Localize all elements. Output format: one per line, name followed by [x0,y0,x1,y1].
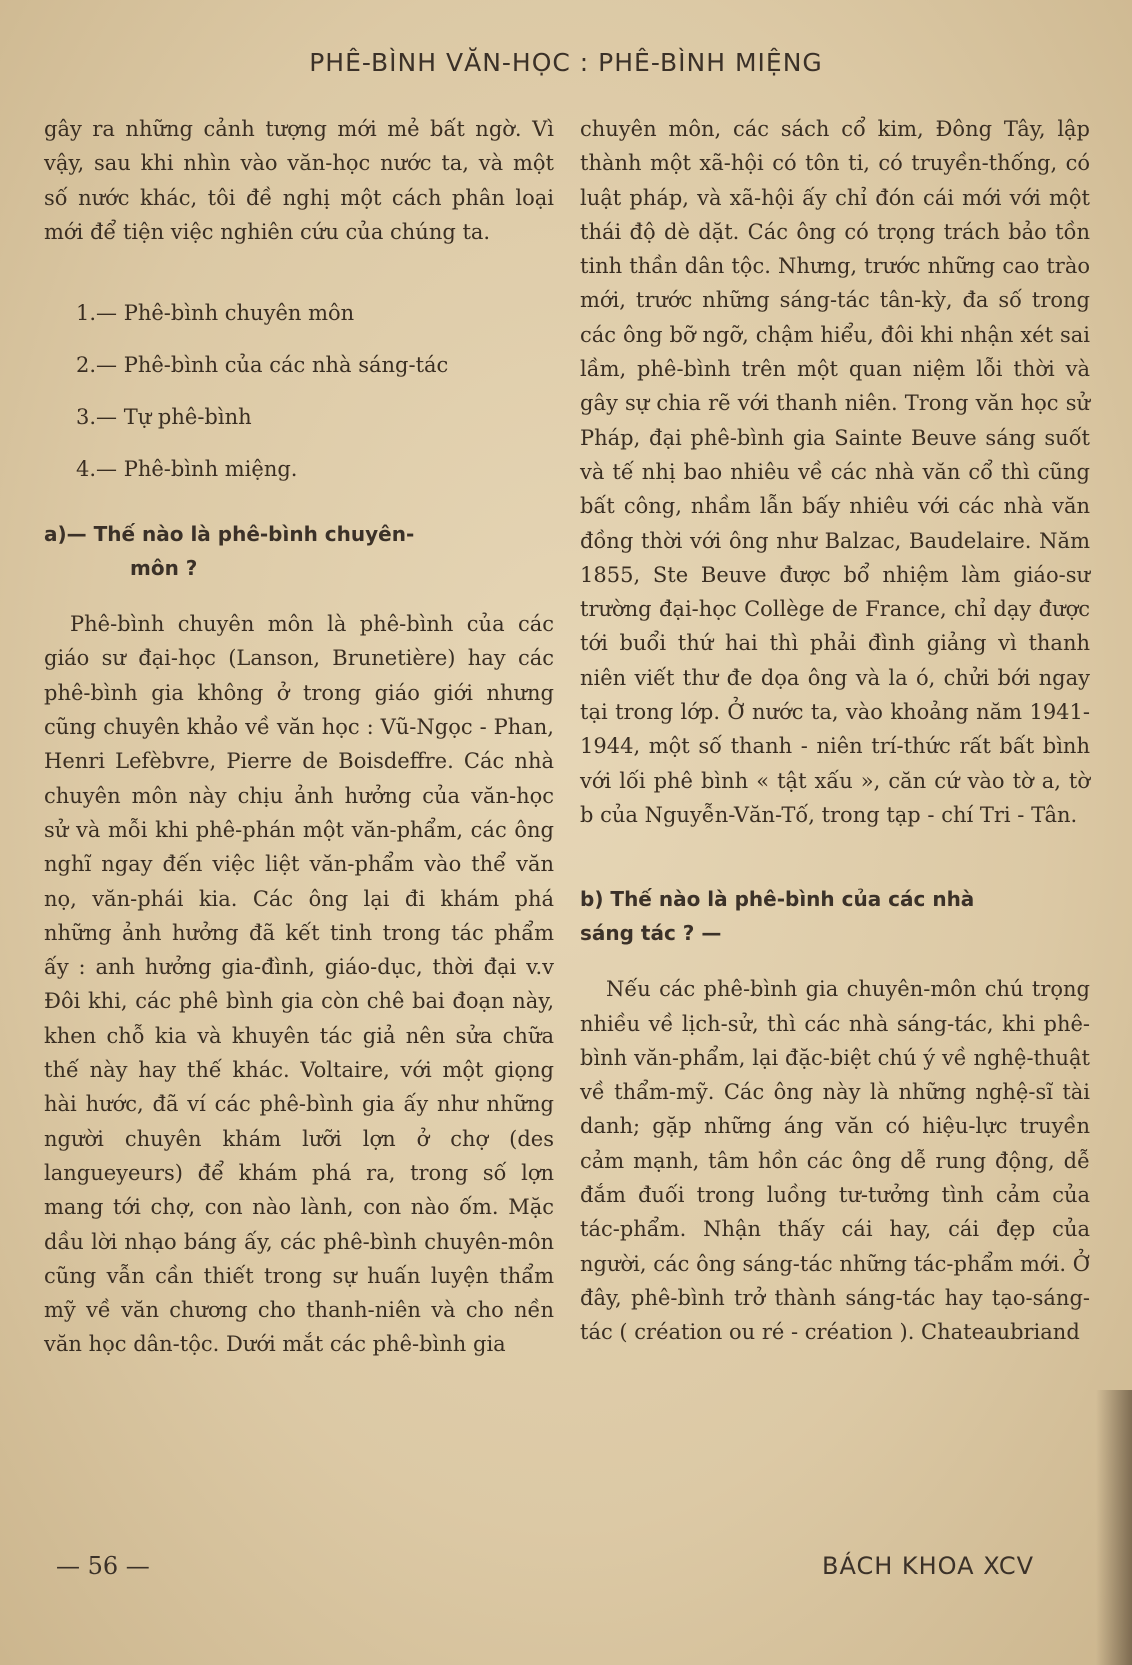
section-heading-b-line2: sáng tác ? — [580,921,722,946]
section-heading-b [580,882,1090,950]
binding-shadow [1096,1390,1132,1665]
list-item: 2.— Phê-bình của các nhà sáng-tác [76,353,449,378]
section-heading-a [44,517,554,585]
running-head: PHÊ-BÌNH VĂN-HỌC : PHÊ-BÌNH MIỆNG [309,48,823,77]
classification-list [44,287,554,495]
list-item: 1.— Phê-bình chuyên môn [76,301,355,326]
continued-paragraph: chuyên môn, các sách cổ kim, Đông Tây, lập thành một xã-hội có tôn ti, có truyền-thống, có luật pháp, và xã-hội ấy chỉ đón cái mới với một thái độ dè dặt. Các ông có trọng trách bảo tồn tinh thần dân tộc. Nhưng, trước những cao trào mới, trước những sáng-tác tân-kỳ, đa số trong các ông bỡ ngỡ, chậm hiểu, đôi khi nhận xét sai lầm, phê-bình trên một quan niệm lỗi thời và gây sự chia rẽ với thanh niên. Trong văn học sử Pháp, đại phê-bình gia Sainte Beuve sáng suốt và tế nhị bao nhiêu về các nhà văn cổ thì cũng bất công, nhầm lẫn bấy nhiêu với các nhà văn đồng thời với ông như Balzac, Baudelaire. Năm 1855, Ste Beuve được bổ nhiệm làm giáo-sư trường đại-học Collège de France, chỉ dạy được tới buổi thứ hai thì phải đình giảng vì thanh niên viết thư đe dọa ông và la ó, chửi bới ngay tại trong lớp. Ở nước ta, vào khoảng năm 1941-1944, một số thanh - niên trí-thức rất bất bình với lối phê bình « tật xấu », căn cứ vào tờ a, tờ b của Nguyễn-Văn-Tố, trong tạp - chí Tri - Tân. [580,117,1090,827]
left-column [44,112,554,1362]
section-b-paragraph: Nếu các phê-bình gia chuyên-môn chú trọng nhiều về lịch-sử, thì các nhà sáng-tác, khi phê-bình văn-phẩm, lại đặc-biệt chú ý về nghệ-thuật về thẩm-mỹ. Các ông này là những nghệ-sĩ tài danh; gặp những áng văn có hiệu-lực truyền cảm mạnh, tâm hồn các ông dễ rung động, dễ đắm đuối trong luồng tư-tưởng tình cảm của tác-phẩm. Nhận thấy cái hay, cái đẹp của người, các ông sáng-tác những tác-phẩm mới. Ở đây, phê-bình trở thành sáng-tác hay tạo-sáng-tác ( création ou ré - création ). Chateaubriand [580,977,1090,1345]
list-item: 3.— Tự phê-bình [76,405,252,430]
list-item: 4.— Phê-bình miệng. [76,457,298,482]
section-a-paragraph: Phê-bình chuyên môn là phê-bình của các giáo sư đại-học (Lanson, Brunetière) hay các phê-bình gia không ở trong giáo giới nhưng cũng chuyên khảo về văn học : Vũ-Ngọc - Phan, Henri Lefèbvre, Pierre de Boisdeffre. Các nhà chuyên môn này chịu ảnh hưởng của văn-học sử và mỗi khi phê-phán một văn-phẩm, các ông nghĩ ngay đến việc liệt văn-phẩm vào thể văn nọ, văn-phái kia. Các ông lại đi khám phá những ảnh hưởng đã kết tinh trong tác phẩm ấy : anh hưởng gia-đình, giáo-dục, thời đại v.v Đôi khi, các phê bình gia còn chê bai đoạn này, khen chỗ kia và khuyên tác giả nên sửa chữa thế này hay thế khác. Voltaire, với một giọng hài hước, đã ví các phê-bình gia ấy như những người chuyên khám lưỡi lợn ở chợ (des langueyeurs) để khám phá ra, trong số lợn mang tới chợ, con nào lành, con nào ốm. Mặc dầu lời nhạo báng ấy, các phê-bình chuyên-môn cũng vẫn cần thiết trong sự huấn luyện thẩm mỹ về văn chương cho thanh-niên và cho nền văn học dân-tộc. Dưới mắt các phê-bình gia [44,612,554,1357]
section-heading-a-line2: môn ? [130,556,198,581]
intro-paragraph: gây ra những cảnh tượng mới mẻ bất ngờ. Vì vậy, sau khi nhìn vào văn-học nước ta, và một số nước khác, tôi đề nghị một cách phân loại mới để tiện việc nghiên cứu của chúng ta. [44,117,554,244]
right-column [580,112,1090,1350]
section-heading-a-line1: a)— Thế nào là phê-bình chuyên- [44,522,415,547]
magazine-issue: BÁCH KHOA XCV [822,1552,1035,1580]
section-heading-b-line1: b) Thế nào là phê-bình của các nhà [580,887,975,912]
page-number: — 56 — [56,1552,150,1580]
